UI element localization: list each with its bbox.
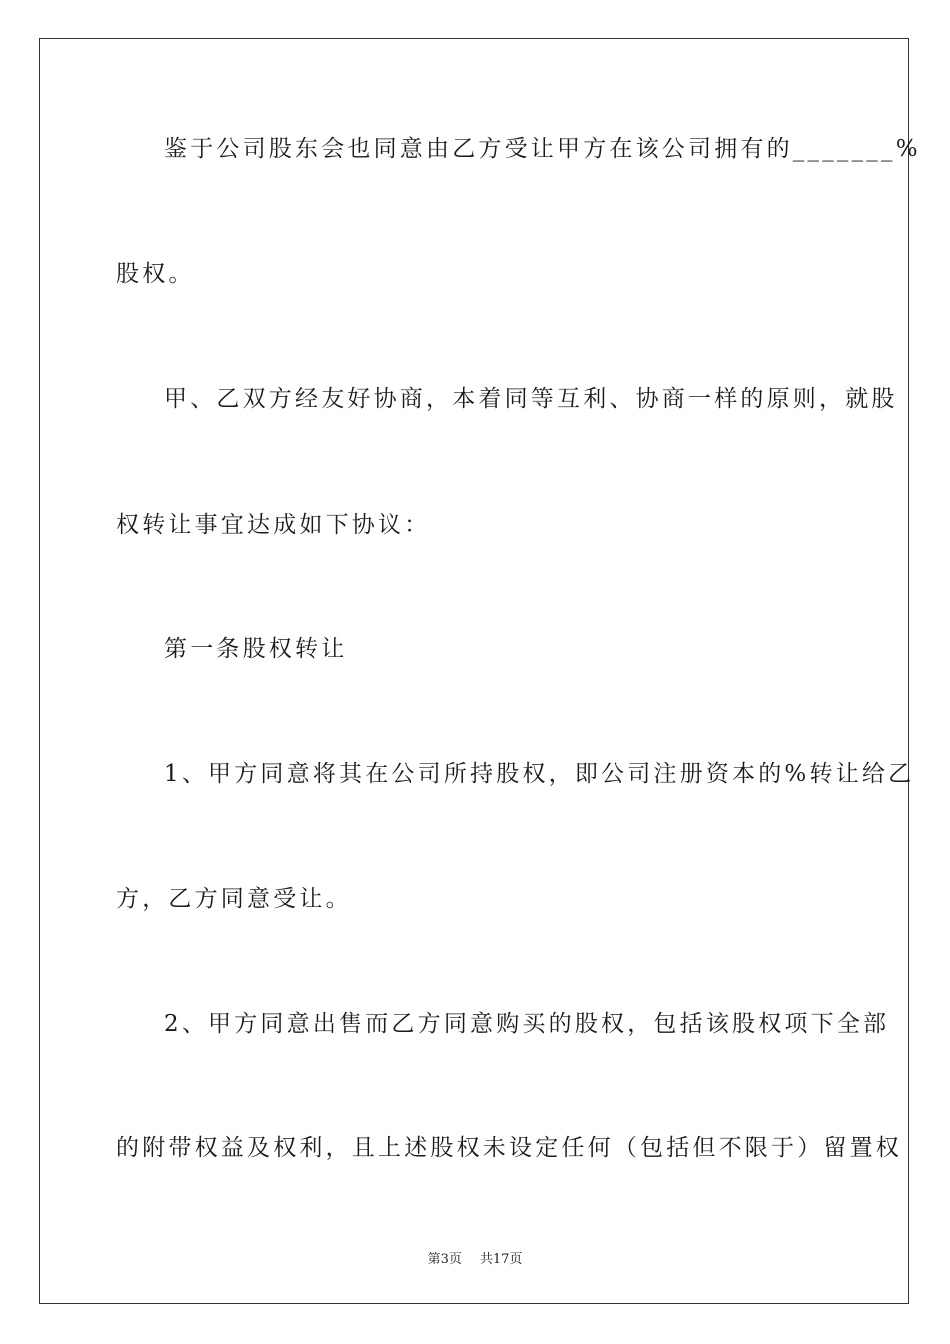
page-number: 第3页 [427,1252,462,1267]
paragraph-line: 鉴于公司股东会也同意由乙方受让甲方在该公司拥有的_______% [164,136,921,162]
paragraph-line: 甲、乙双方经友好协商，本着同等互利、协商一样的原则，就股 [164,386,898,412]
paragraph-line: 方，乙方同意受让。 [116,886,352,912]
page-border [39,38,909,1304]
paragraph-line: 股权。 [116,261,195,287]
page-total: 共17页 [479,1252,523,1267]
paragraph-line: 的附带权益及权利，且上述股权未设定任何（包括但不限于）留置权 [116,1135,902,1161]
paragraph-line: 2、甲方同意出售而乙方同意购买的股权，包括该股权项下全部 [164,1011,890,1037]
page-footer [0,1248,950,1267]
paragraph-line: 权转让事宜达成如下协议： [116,512,431,538]
section-heading: 第一条股权转让 [164,636,348,662]
paragraph-line: 1、甲方同意将其在公司所持股权，即公司注册资本的%转让给乙 [164,761,915,787]
